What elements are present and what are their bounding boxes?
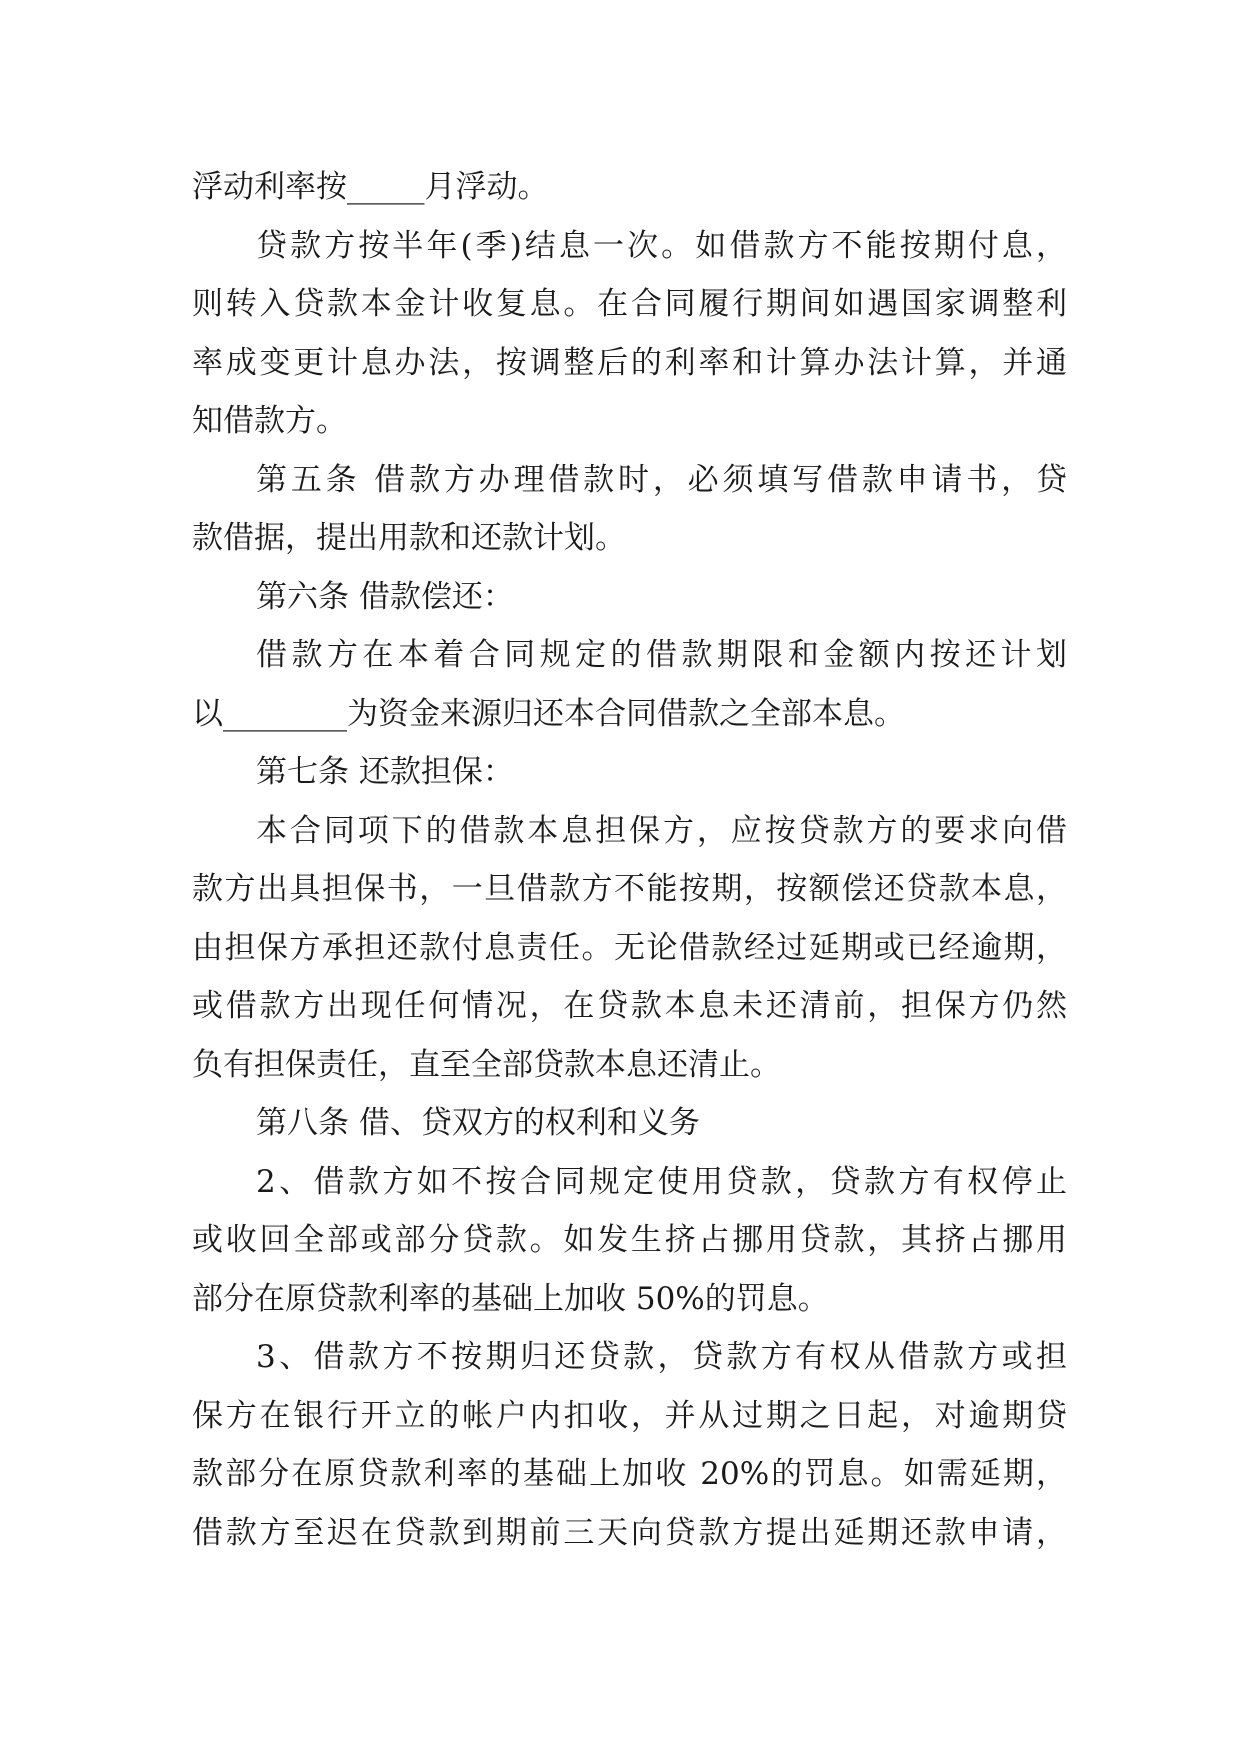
section-heading: 第八条 借、贷双方的权利和义务 [256, 1105, 700, 1141]
text-line: 知借款方。 [192, 403, 347, 439]
text-line: 率成变更计息办法，按调整后的利率和计算办法计算，并通 [192, 344, 1067, 381]
text-line: 3、借款方不按期归还贷款，贷款方有权从借款方或担 [256, 1339, 1067, 1375]
text-line: 借款方至迟在贷款到期前三天向贷款方提出延期还款申请， [192, 1514, 1067, 1551]
text-line: 保方在银行开立的帐户内扣收，并从过期之日起，对逾期贷 [192, 1397, 1067, 1434]
text-line: 则转入贷款本金计收复息。在合同履行期间如遇国家调整利 [192, 286, 1067, 322]
text-line: 贷款方按半年(季)结息一次。如借款方不能按期付息， [256, 227, 1067, 264]
text-line: 部分在原贷款利率的基础上加收 50%的罚息。 [192, 1280, 829, 1317]
text-line: 第五条 借款方办理借款时，必须填写借款申请书，贷 [256, 461, 1067, 498]
text-line: 2、借款方如不按合同规定使用贷款，贷款方有权停止 [256, 1163, 1067, 1200]
text-line: 浮动利率按_____月浮动。 [192, 169, 549, 205]
text-line: 以________为资金来源归还本合同借款之全部本息。 [192, 695, 905, 732]
text-line: 由担保方承担还款付息责任。无论借款经过延期或已经逾期， [192, 929, 1067, 966]
section-heading: 第六条 借款偿还： [256, 578, 514, 615]
section-heading: 第七条 还款担保： [256, 754, 514, 790]
text-line: 借款方在本着合同规定的借款期限和金额内按还计划 [256, 637, 1067, 673]
text-line: 款方出具担保书，一旦借款方不能按期，按额偿还贷款本息， [192, 871, 1067, 907]
text-line: 或借款方出现任何情况，在贷款本息未还清前，担保方仍然 [192, 988, 1067, 1024]
document-body [192, 158, 1067, 1562]
text-line: 款部分在原贷款利率的基础上加收 20%的罚息。如需延期， [192, 1456, 1067, 1492]
text-line: 负有担保责任，直至全部贷款本息还清止。 [192, 1046, 781, 1083]
text-line: 或收回全部或部分贷款。如发生挤占挪用贷款，其挤占挪用 [192, 1222, 1067, 1258]
text-line: 款借据，提出用款和还款计划。 [192, 520, 626, 556]
text-line: 本合同项下的借款本息担保方，应按贷款方的要求向借 [256, 812, 1067, 849]
